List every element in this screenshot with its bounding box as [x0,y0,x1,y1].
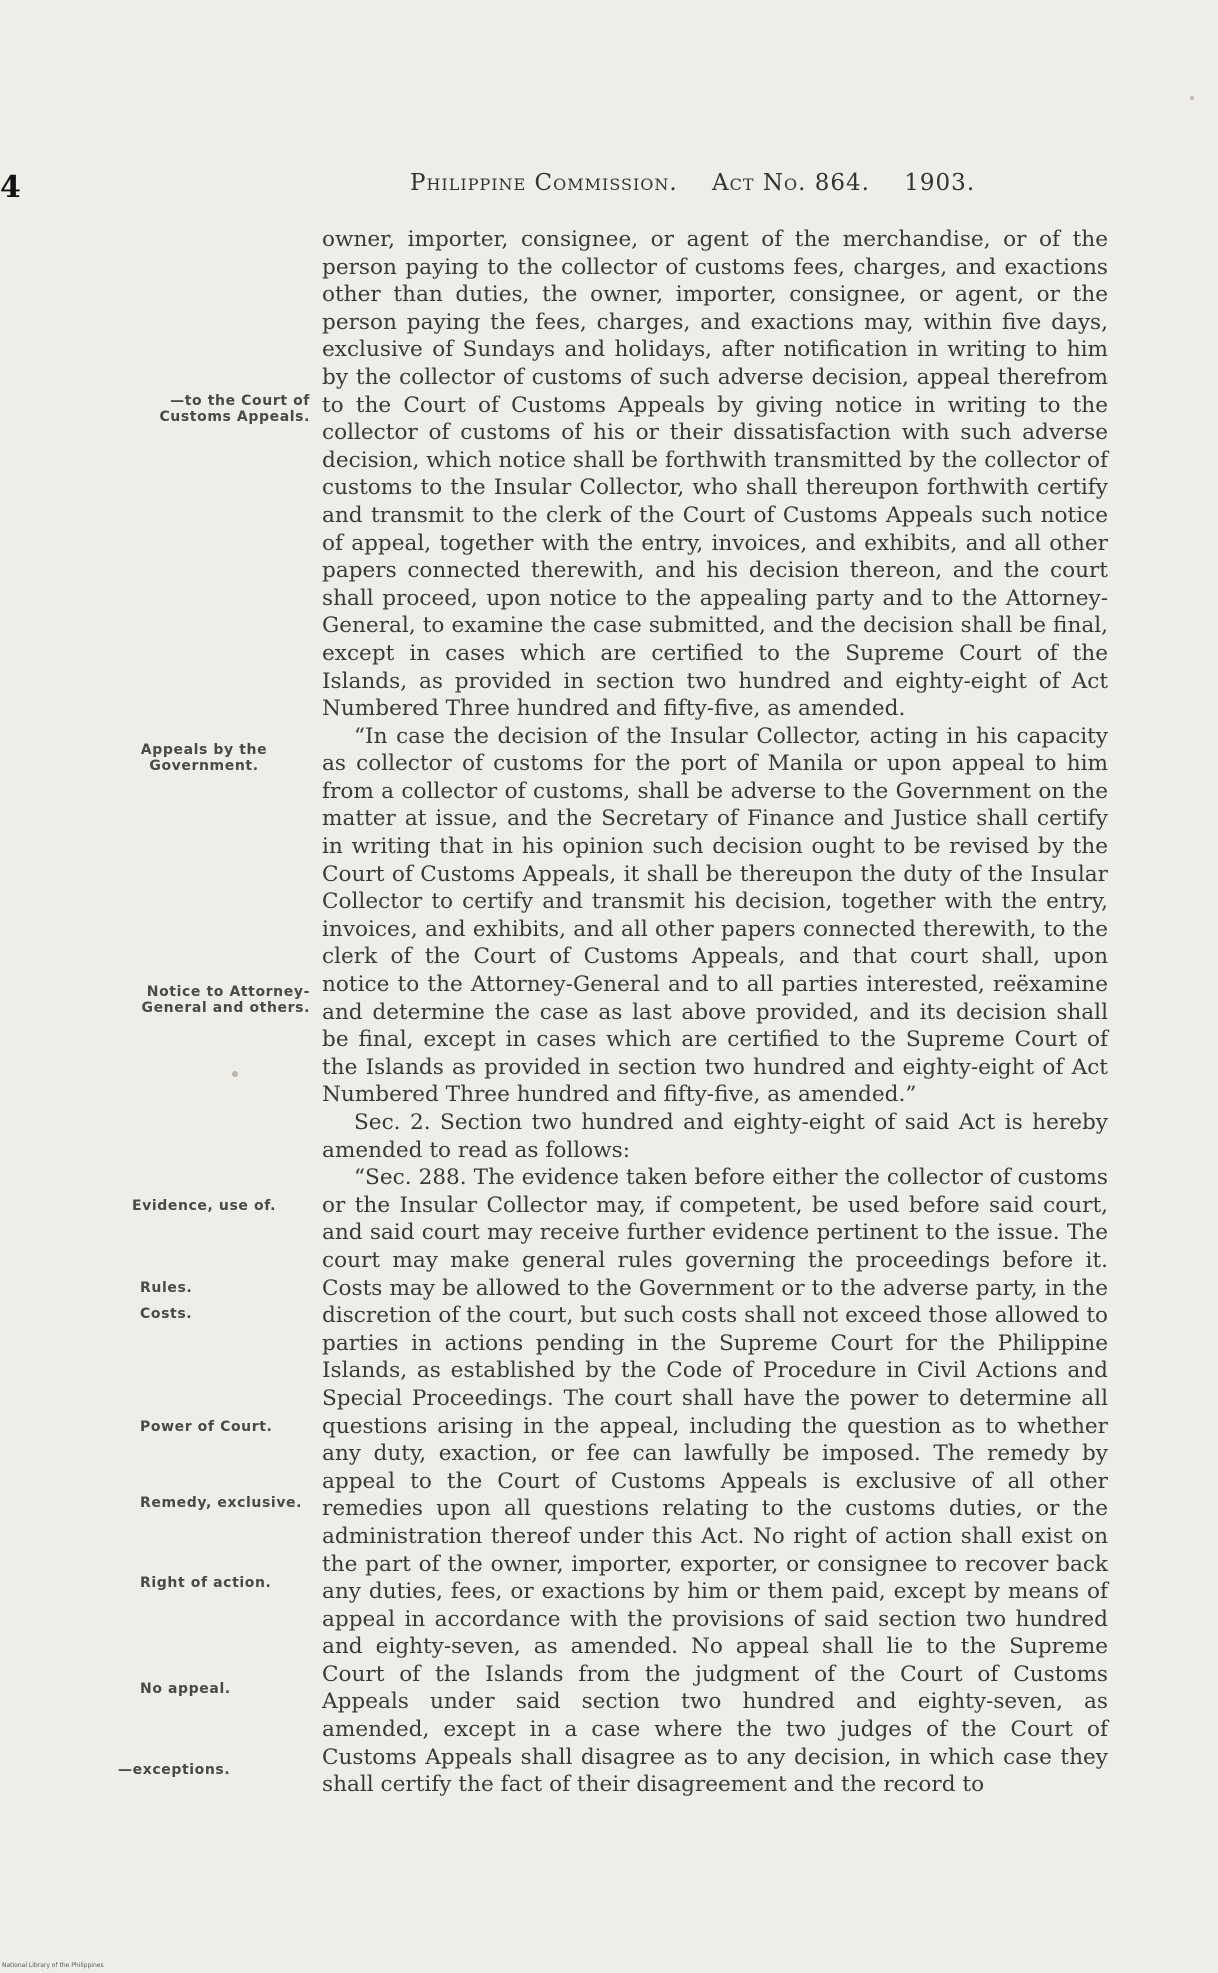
margin-note-notice-to-attorney-general: Notice to Attorney-General and others. [141,984,310,1016]
paragraph-appeals-by-government: “In case the decision of the Insular Collector, acting in his capacity as collector of customs for the port of Manila or upon appeal to him from a collector of customs, shall be adverse to the Government on the matter at issue, and the Secretary of Finance and Justice shall certify in writing that in his opinion such decision ought to be revised by the Court of Customs Appeals, it shall be thereupon the duty of the Insular Collector to certify and transmit his decision, together with the entry, invoices, and exhibits, and all other papers connected therewith, to the clerk of the Court of Customs Appeals, and that court shall, upon notice to the Attorney-General and to all parties interested, reëxamine and determine the case as last above provided, and its decision shall be final, except in cases which are certified to the Supreme Court of the Islands as provided in section two hundred and eighty-eight of Act Numbered Three hundred and fifty-five, as amended.” [322,723,1108,1108]
scan-smudge [232,1071,238,1077]
margin-note-rules: Rules. [140,1280,193,1296]
margin-note-power-of-court: Power of Court. [140,1419,273,1435]
paragraph-section-288: “Sec. 288. The evidence taken before either the collector of customs or the Insular Collector may, if competent, be used before said court, and said court may receive further evidence pertinent to the issue. The court may make general rules governing the proceedings before it. Costs may be allowed to the Government or to the adverse party, in the discretion of the court, but such costs shall not exceed those allowed to parties in actions pending in the Supreme Court for the Philippine Islands, as established by the Code of Procedure in Civil Actions and Special Proceedings. The court shall have the power to determine all questions arising in the appeal, including the question as to whether any duty, exaction, or fee can lawfully be imposed. The remedy by appeal to the Court of Customs Appeals is exclusive of all other remedies upon all questions relating to the customs duties, or the administration thereof under this Act. No right of action shall exist on the part of the owner, importer, exporter, or consignee to recover back any duties, fees, or exactions by him or them paid, except by means of appeal in accordance with the provisions of said section two hundred and eighty-seven, as amended. No appeal shall lie to the Supreme Court of the Islands from the judgment of the Court of Customs Appeals under said section two hundred and eighty-seven, as amended, except in a case where the two judges of the Court of Customs Appeals shall disagree as to any decision, in which case they shall certify the fact of their disagreement and the record to [322,1165,1109,1798]
running-head-title: Philippine Commission. [410,170,678,196]
margin-note-no-appeal: No appeal. [140,1681,231,1697]
running-head [410,170,1001,196]
margin-note-appeals-by-government: Appeals by the Government. [140,742,268,774]
scan-smudge [1190,96,1194,100]
margin-note-costs: Costs. [140,1306,193,1322]
running-head-year: 1903. [904,170,976,196]
body-text [322,226,1108,1799]
footer-credit: National Library of the Philippines [2,1962,104,1969]
running-head-act: Act No. 864. [712,170,870,196]
margin-note-remedy-exclusive: Remedy, exclusive. [140,1495,303,1511]
paragraph-continuation: owner, importer, consignee, or agent of the merchandise, or of the person paying to the collector of customs fees, charges, and exactions other than duties, the owner, importer, consignee, or agent, or the person paying the fees, charges, and exactions may, within five days, exclusive of Sundays and holidays, after notification in writing to him by the collector of customs of such adverse decision, appeal therefrom to the Court of Customs Appeals by giving notice in writing to the collector of customs of his or their dissatisfaction with such adverse decision, which notice shall be forthwith transmitted by the collector of customs to the Insular Collector, who shall thereupon forthwith certify and transmit to the clerk of the Court of Customs Appeals such notice of appeal, together with the entry, invoices, and exhibits, and all other papers connected therewith, and his decision thereon, and the court shall proceed, upon notice to the appealing party and to the Attorney-General, to examine the case submitted, and the decision shall be final, except in cases which are certified to the Supreme Court of the Islands, as provided in section two hundred and eighty-eight of Act Numbered Three hundred and fifty-five, as amended. [322,227,1108,722]
margin-note-court-of-customs-appeals: —to the Court of Customs Appeals. [159,393,310,425]
page-number: 4 [0,170,21,205]
margin-note-exceptions: —exceptions. [118,1762,231,1778]
margin-note-right-of-action: Right of action. [140,1575,272,1591]
margin-note-evidence: Evidence, use of. [131,1198,277,1214]
paragraph-section-2: Sec. 2. Section two hundred and eighty-eight of said Act is hereby amended to read as follows: [322,1110,1108,1163]
